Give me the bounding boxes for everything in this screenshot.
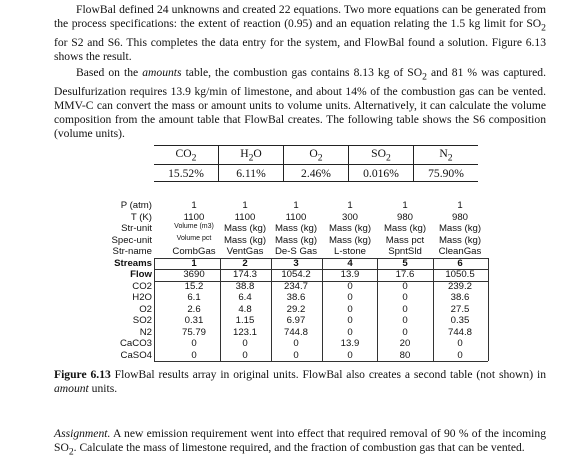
results-cell: 0 [347, 303, 353, 315]
results-row [78, 212, 498, 224]
results-row [78, 200, 498, 212]
results-cell: 3 [293, 257, 299, 269]
composition-header-n2 [414, 146, 479, 165]
results-cell: 1 [347, 200, 353, 211]
table-divider [433, 258, 434, 362]
results-row [78, 246, 498, 258]
composition-header-so2 [349, 146, 414, 165]
results-row-label: Str-unit [121, 223, 152, 234]
results-cell: SpntSld [388, 246, 422, 257]
results-row [78, 223, 498, 235]
results-cell: VentGas [226, 246, 264, 257]
results-cell: CleanGas [438, 246, 482, 257]
results-cell: 300 [341, 211, 358, 223]
text-run: for S2 and S6. This completes the data entry for the system, and FlowBal found a solution. Figure 6.13 shows the result. [54, 35, 546, 63]
table-divider [271, 258, 272, 362]
results-cell: 0 [347, 292, 353, 303]
results-row [78, 350, 498, 362]
composition-value-o2: 2.46% [284, 165, 349, 182]
subscript: 2 [541, 22, 546, 34]
paragraph-combustion-gas [54, 66, 546, 141]
composition-header-co2 [154, 146, 219, 165]
results-cell: 6.4 [238, 292, 252, 303]
results-cell: 5 [402, 257, 408, 269]
table-divider [377, 258, 378, 362]
results-cell: 234.7 [283, 280, 308, 292]
results-row-label: N2 [139, 326, 152, 338]
results-cell: Mass (kg) [438, 223, 482, 234]
results-cell: 27.5 [450, 303, 470, 315]
assignment-label: Assignment. [54, 427, 111, 440]
italic-text: amounts [142, 66, 182, 79]
text-run: table, the combustion gas contains 8.13 kg of SO [181, 66, 423, 79]
results-cell: 1 [293, 200, 299, 211]
results-cell: 1 [457, 200, 463, 211]
composition-header-o2 [284, 146, 349, 165]
results-cell: Mass (kg) [223, 234, 267, 246]
assignment-subscript: 2 [68, 446, 74, 458]
results-row [78, 315, 498, 327]
results-cell: 6.97 [286, 315, 306, 326]
table-rule [154, 258, 488, 259]
results-cell: 80 [399, 349, 411, 361]
results-row-label: CaSO4 [120, 349, 152, 361]
results-row [78, 304, 498, 316]
results-row-label: Spec-unit [111, 234, 152, 246]
results-cell: Mass (kg) [274, 223, 318, 234]
caption-label: Figure 6.13 [54, 368, 111, 381]
results-cell: 2 [242, 257, 248, 269]
results-cell: 38.8 [235, 280, 255, 292]
results-row [78, 269, 498, 281]
results-row-label: Streams [114, 257, 152, 269]
results-row-label: CaCO3 [120, 338, 152, 349]
composition-value-row [154, 165, 478, 182]
results-cell: Mass (kg) [274, 234, 318, 246]
results-cell: Mass (kg) [328, 223, 372, 234]
subscript: 2 [422, 71, 427, 83]
paragraph2-content [54, 66, 546, 140]
results-cell: Mass (kg) [383, 223, 427, 234]
results-cell: 0 [191, 349, 197, 361]
results-cell: 1050.5 [445, 269, 475, 280]
results-row-label: T (K) [130, 211, 152, 223]
caption-text: FlowBal results array in original units. FlowBal also creates a second table (not shown) in [110, 368, 546, 381]
results-cell: 0 [347, 315, 353, 326]
table-divider [322, 258, 323, 362]
results-row [78, 292, 498, 304]
results-cell: 0 [402, 315, 408, 326]
results-cell: 0.35 [450, 315, 470, 326]
results-row-label: SO2 [132, 315, 152, 326]
results-row-label: O2 [139, 303, 152, 315]
results-cell: 1100 [234, 211, 256, 223]
results-cell: 6.1 [187, 292, 201, 303]
results-cell: Mass (kg) [223, 223, 267, 234]
subscript: 2 [191, 152, 197, 164]
results-row [78, 281, 498, 293]
results-cell: Volume pct [176, 234, 212, 242]
results-cell: 1100 [285, 211, 307, 223]
results-row [78, 235, 498, 247]
results-cell: 0 [402, 280, 408, 292]
results-cell: 6 [457, 257, 463, 269]
results-cell: 0 [402, 303, 408, 315]
results-cell: 0.31 [184, 315, 204, 326]
results-cell: CombGas [172, 246, 216, 257]
results-cell: 0 [347, 326, 353, 338]
results-cell: Volume (m3) [174, 223, 214, 230]
table-divider [154, 258, 155, 362]
results-row-label: H2O [132, 292, 152, 303]
caption-italic: amount [54, 382, 89, 396]
results-cell: 0 [457, 349, 463, 361]
text-run: N [439, 147, 448, 160]
results-row [78, 258, 498, 270]
results-cell: 980 [451, 211, 468, 223]
results-cell: Mass (kg) [438, 234, 482, 246]
assignment-text: A new emission requirement went into effect that required removal of 90 % of the incoming SO [54, 427, 546, 455]
results-cell: 1100 [183, 211, 205, 223]
results-cell: 0 [293, 349, 299, 361]
text-run: CO [175, 147, 192, 160]
results-cell: 0 [347, 280, 353, 292]
results-cell: L-stone [334, 246, 366, 257]
caption-end: units. [88, 382, 118, 396]
results-row-label: P (atm) [120, 200, 152, 211]
table-rule [154, 269, 488, 270]
results-cell: 38.6 [286, 292, 306, 303]
subscript: 2 [317, 152, 323, 164]
subscript: 2 [248, 152, 254, 164]
results-cell: 17.6 [395, 269, 415, 280]
results-cell: 0 [402, 326, 408, 338]
assignment-paragraph [54, 427, 546, 460]
composition-value-h2o: 6.11% [219, 165, 284, 182]
results-cell: 0 [293, 338, 299, 349]
table-divider [220, 258, 221, 362]
results-cell: 13.9 [340, 338, 360, 349]
results-cell: 2.6 [187, 303, 201, 315]
results-row-label: Str-name [112, 246, 152, 257]
results-cell: 1 [191, 257, 197, 269]
results-cell: 174.3 [232, 269, 257, 280]
results-cell: 15.2 [184, 280, 204, 292]
text-run: O [309, 147, 318, 160]
text-run: and 81 % was captured. Desulfurization requires 13.9 kg/min of limestone, and about 14% of the combustion gas can be vented. MMV-C can convert the mass or amount units to volume units. Alternatively, it can calculate the volume composition from the amount table that FlowBal creates. The following table shows the S6 composition (volume units). [54, 66, 546, 141]
composition-value-so2: 0.016% [349, 165, 414, 182]
text-run: FlowBal defined 24 unknowns and created 22 equations. Two more equations can be generated from the process specifications: the extent of reaction (0.95) and an equation relating the 1.5 kg limit for SO [54, 3, 546, 31]
results-cell: 38.6 [450, 292, 470, 303]
results-row-label: Flow [130, 269, 152, 280]
results-row [78, 338, 498, 350]
subscript: 2 [447, 152, 453, 164]
table-rule [154, 281, 488, 282]
results-cell: 13.9 [340, 269, 360, 280]
results-cell: 4.8 [238, 303, 252, 315]
results-cell: 0 [347, 349, 353, 361]
composition-value-co2: 15.52% [154, 165, 219, 182]
results-cell: 0 [191, 338, 197, 349]
results-cell: 29.2 [286, 303, 306, 315]
text-run: Based on the [76, 66, 143, 79]
composition-value-n2: 75.90% [414, 165, 479, 182]
text-run: O [253, 147, 262, 160]
results-cell: 3690 [183, 269, 205, 280]
results-row [78, 327, 498, 339]
results-cell: 744.8 [283, 326, 308, 338]
paragraph1-content [54, 3, 546, 63]
results-cell: 744.8 [447, 326, 472, 338]
table-rule [154, 361, 488, 362]
results-cell: 1 [242, 200, 248, 211]
composition-header-row [154, 146, 478, 165]
text-run: H [240, 147, 249, 160]
results-cell: 123.1 [232, 326, 257, 338]
results-cell: 20 [399, 338, 411, 349]
table-divider [488, 258, 489, 362]
results-cell: 1054.2 [281, 269, 311, 280]
figure-caption [54, 368, 546, 396]
paragraph-flowbal-solution [54, 3, 546, 64]
results-cell: 980 [396, 211, 413, 223]
results-cell: 1 [402, 200, 408, 211]
results-cell: 4 [347, 257, 353, 269]
results-cell: 0 [242, 349, 248, 361]
results-cell: 1 [191, 200, 197, 211]
results-cell: De-S Gas [274, 246, 318, 257]
results-cell: 1.15 [235, 315, 255, 326]
results-cell: 0 [402, 292, 408, 303]
results-cell: Mass pct [385, 234, 425, 246]
subscript: 2 [386, 152, 391, 164]
text-run: SO [371, 147, 386, 160]
results-cell: 0 [242, 338, 248, 349]
s6-composition-table [154, 145, 478, 182]
composition-header-h2o [219, 146, 284, 165]
results-row-label: CO2 [132, 280, 152, 292]
results-cell: Mass (kg) [328, 234, 372, 246]
results-cell: 0 [457, 338, 463, 349]
assignment-end: . Calculate the mass of limestone required, and the fraction of combustion gas that can be vented. [73, 441, 525, 455]
results-cell: 239.2 [447, 280, 472, 292]
results-cell: 75.79 [181, 326, 206, 338]
